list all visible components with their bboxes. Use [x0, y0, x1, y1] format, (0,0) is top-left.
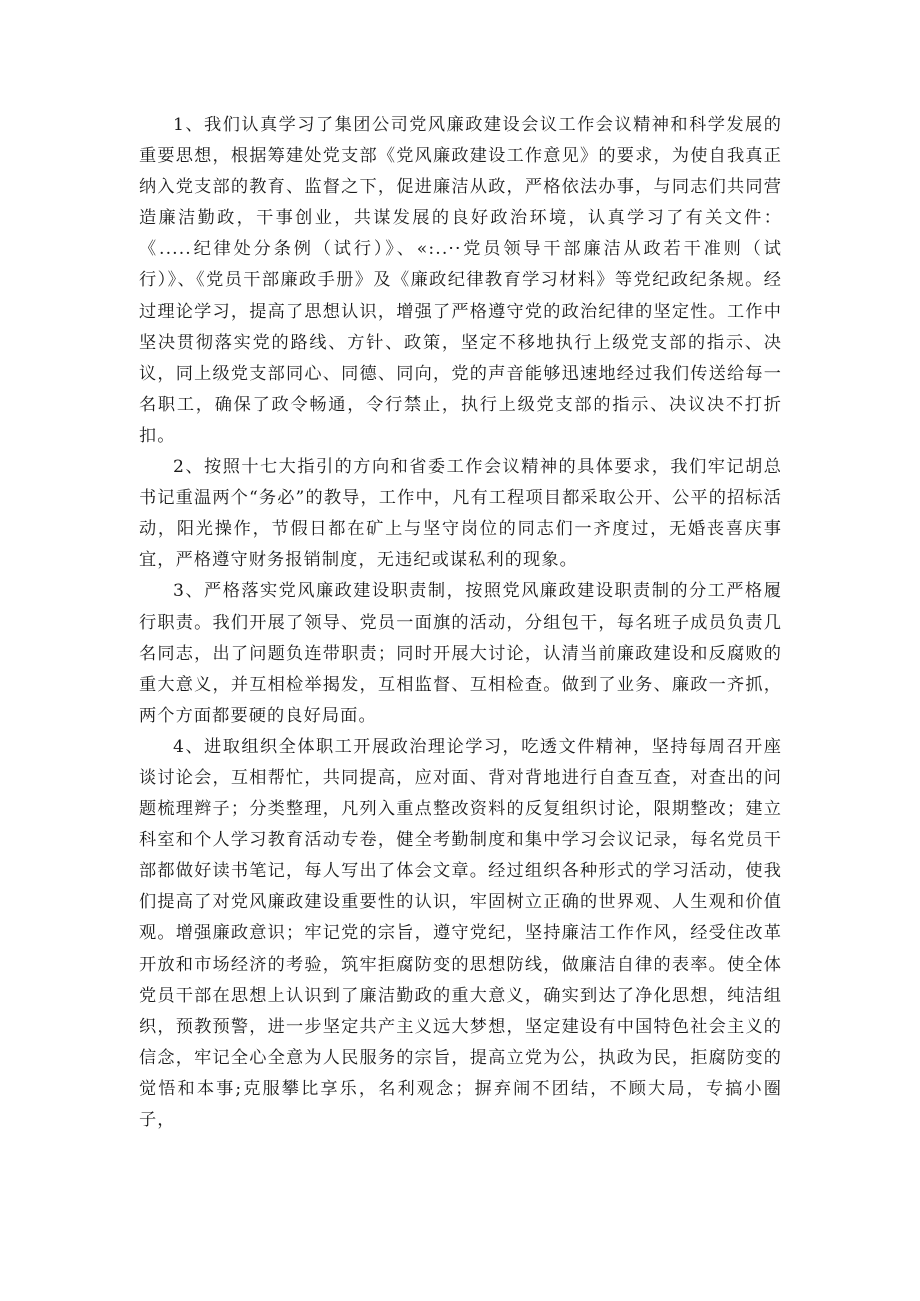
document-body [139, 110, 782, 1136]
paragraph-2: 2、按照十七大指引的方向和省委工作会议精神的具体要求，我们牢记胡总书记重温两个“务必”的教导，工作中，凡有工程项目都采取公开、公平的招标活动，阳光操作，节假日都在矿上与坚守岗位的同志们一齐度过，无婚丧喜庆事宜，严格遵守财务报销制度，无违纪或谋私利的现象。 [139, 457, 782, 571]
paragraph-3: 3、严格落实党风廉政建设职责制，按照党风廉政建设职责制的分工严格履行职责。我们开展了领导、党员一面旗的活动，分组包干，每名班子成员负责几名同志，出了问题负连带职责；同时开展大讨论，认清当前廉政建设和反腐败的重大意义，并互相检举揭发，互相监督、互相检查。做到了业务、廉政一齐抓，两个方面都要硬的良好局面。 [139, 581, 782, 726]
paragraph-1: 1、我们认真学习了集团公司党风廉政建设会议工作会议精神和科学发展的重要思想，根据筹建处党支部《党风廉政建设工作意见》的要求，为使自我真正纳入党支部的教育、监督之下，促进廉洁从政，严格依法办事，与同志们共同营造廉洁勤政，干事创业，共谋发展的良好政治环境，认真学习了有关文件：《.....纪律处分条例（试行）》、«:..··党员领导干部廉洁从政若干准则（试行）》、《党员干部廉政手册》及《廉政纪律教育学习材料》等党纪政纪条规。经过理论学习，提高了思想认识，增强了严格遵守党的政治纪律的坚定性。工作中坚决贯彻落实党的路线、方针、政策，坚定不移地执行上级党支部的指示、决议，同上级党支部同心、同德、同向，党的声音能够迅速地经过我们传送给每一名职工，确保了政令畅通，令行禁止，执行上级党支部的指示、决议决不打折扣。 [139, 115, 782, 446]
paragraph-4: 4、进取组织全体职工开展政治理论学习，吃透文件精神，坚持每周召开座谈讨论会，互相帮忙，共同提高，应对面、背对背地进行自查互查，对查出的问题梳理辫子；分类整理，凡列入重点整改资料的反复组织讨论，限期整改；建立科室和个人学习教育活动专卷，健全考勤制度和集中学习会议记录，每名党员干部都做好读书笔记，每人写出了体会文章。经过组织各种形式的学习活动，使我们提高了对党风廉政建设重要性的认识，牢固树立正确的世界观、人生观和价值观。增强廉政意识；牢记党的宗旨，遵守党纪，坚持廉洁工作作风，经受住改革开放和市场经济的考验，筑牢拒腐防变的思想防线，做廉洁自律的表率。使全体党员干部在思想上认识到了廉洁勤政的重大意义，确实到达了净化思想，纯洁组织，预教预警，进一步坚定共产主义远大梦想，坚定建设有中国特色社会主义的信念，牢记全心全意为人民服务的宗旨，提高立党为公，执政为民，拒腐防变的觉悟和本事;克服攀比享乐，名利观念；摒弃闹不团结，不顾大局，专搞小圈子， [139, 736, 782, 1130]
